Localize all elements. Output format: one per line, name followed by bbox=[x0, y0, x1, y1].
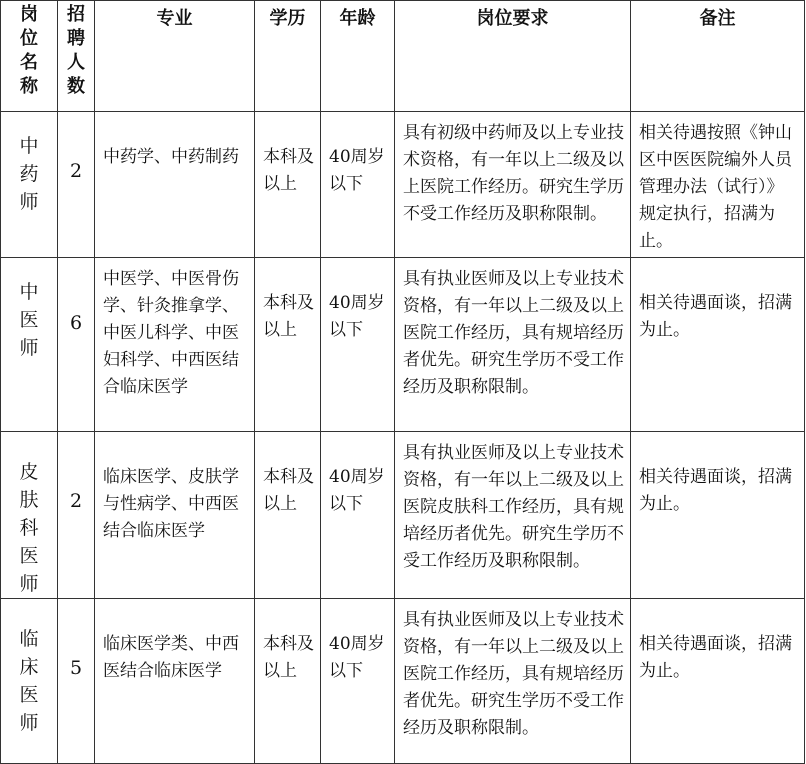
header-row bbox=[1, 1, 805, 112]
age-cell: 40周岁以下 bbox=[321, 432, 395, 599]
requirements-cell: 具有执业医师及以上专业技术资格，有一年以上二级及以上医院工作经历，具有规培经历者优先。研究生学历不受工作经历及职称限制。 bbox=[395, 258, 631, 432]
education-cell: 本科及以上 bbox=[255, 432, 321, 599]
major-cell: 临床医学、皮肤学与性病学、中西医结合临床医学 bbox=[95, 432, 255, 599]
age-cell: 40周岁以下 bbox=[321, 258, 395, 432]
header-count: 招 聘 人 数 bbox=[58, 1, 95, 112]
table-row bbox=[1, 432, 805, 599]
count-cell: 2 bbox=[58, 112, 95, 258]
requirements-cell: 具有执业医师及以上专业技术资格，有一年以上二级及以上医院皮肤科工作经历，具有规培经历者优先。研究生学历不受工作经历及职称限制。 bbox=[395, 432, 631, 599]
header-age: 年龄 bbox=[321, 1, 395, 112]
position-name-cell: 皮 肤 科 医 师 bbox=[1, 432, 58, 599]
remarks-cell: 相关待遇按照《钟山区中医医院编外人员管理办法（试行）》规定执行，招满为止。 bbox=[631, 112, 805, 258]
age-cell: 40周岁以下 bbox=[321, 599, 395, 764]
requirements-cell: 具有执业医师及以上专业技术资格，有一年以上二级及以上医院工作经历，具有规培经历者优先。研究生学历不受工作经历及职称限制。 bbox=[395, 599, 631, 764]
remarks-cell: 相关待遇面谈，招满为止。 bbox=[631, 599, 805, 764]
position-name-cell: 中 医 师 bbox=[1, 258, 58, 432]
major-cell: 临床医学类、中西医结合临床医学 bbox=[95, 599, 255, 764]
header-education: 学历 bbox=[255, 1, 321, 112]
table-row bbox=[1, 112, 805, 258]
header-requirements: 岗位要求 bbox=[395, 1, 631, 112]
count-cell: 5 bbox=[58, 599, 95, 764]
education-cell: 本科及以上 bbox=[255, 112, 321, 258]
remarks-cell: 相关待遇面谈，招满为止。 bbox=[631, 258, 805, 432]
count-cell: 2 bbox=[58, 432, 95, 599]
major-cell: 中药学、中药制药 bbox=[95, 112, 255, 258]
count-cell: 6 bbox=[58, 258, 95, 432]
position-name-cell: 中 药 师 bbox=[1, 112, 58, 258]
education-cell: 本科及以上 bbox=[255, 599, 321, 764]
header-remarks: 备注 bbox=[631, 1, 805, 112]
major-cell: 中医学、中医骨伤学、针灸推拿学、中医儿科学、中医妇科学、中西医结合临床医学 bbox=[95, 258, 255, 432]
age-cell: 40周岁以下 bbox=[321, 112, 395, 258]
table-row bbox=[1, 258, 805, 432]
remarks-cell: 相关待遇面谈，招满为止。 bbox=[631, 432, 805, 599]
position-name-cell: 临 床 医 师 bbox=[1, 599, 58, 764]
header-position-name: 岗 位 名 称 bbox=[1, 1, 58, 112]
header-major: 专业 bbox=[95, 1, 255, 112]
table-row bbox=[1, 599, 805, 764]
requirements-cell: 具有初级中药师及以上专业技术资格，有一年以上二级及以上医院工作经历。研究生学历不受工作经历及职称限制。 bbox=[395, 112, 631, 258]
education-cell: 本科及以上 bbox=[255, 258, 321, 432]
